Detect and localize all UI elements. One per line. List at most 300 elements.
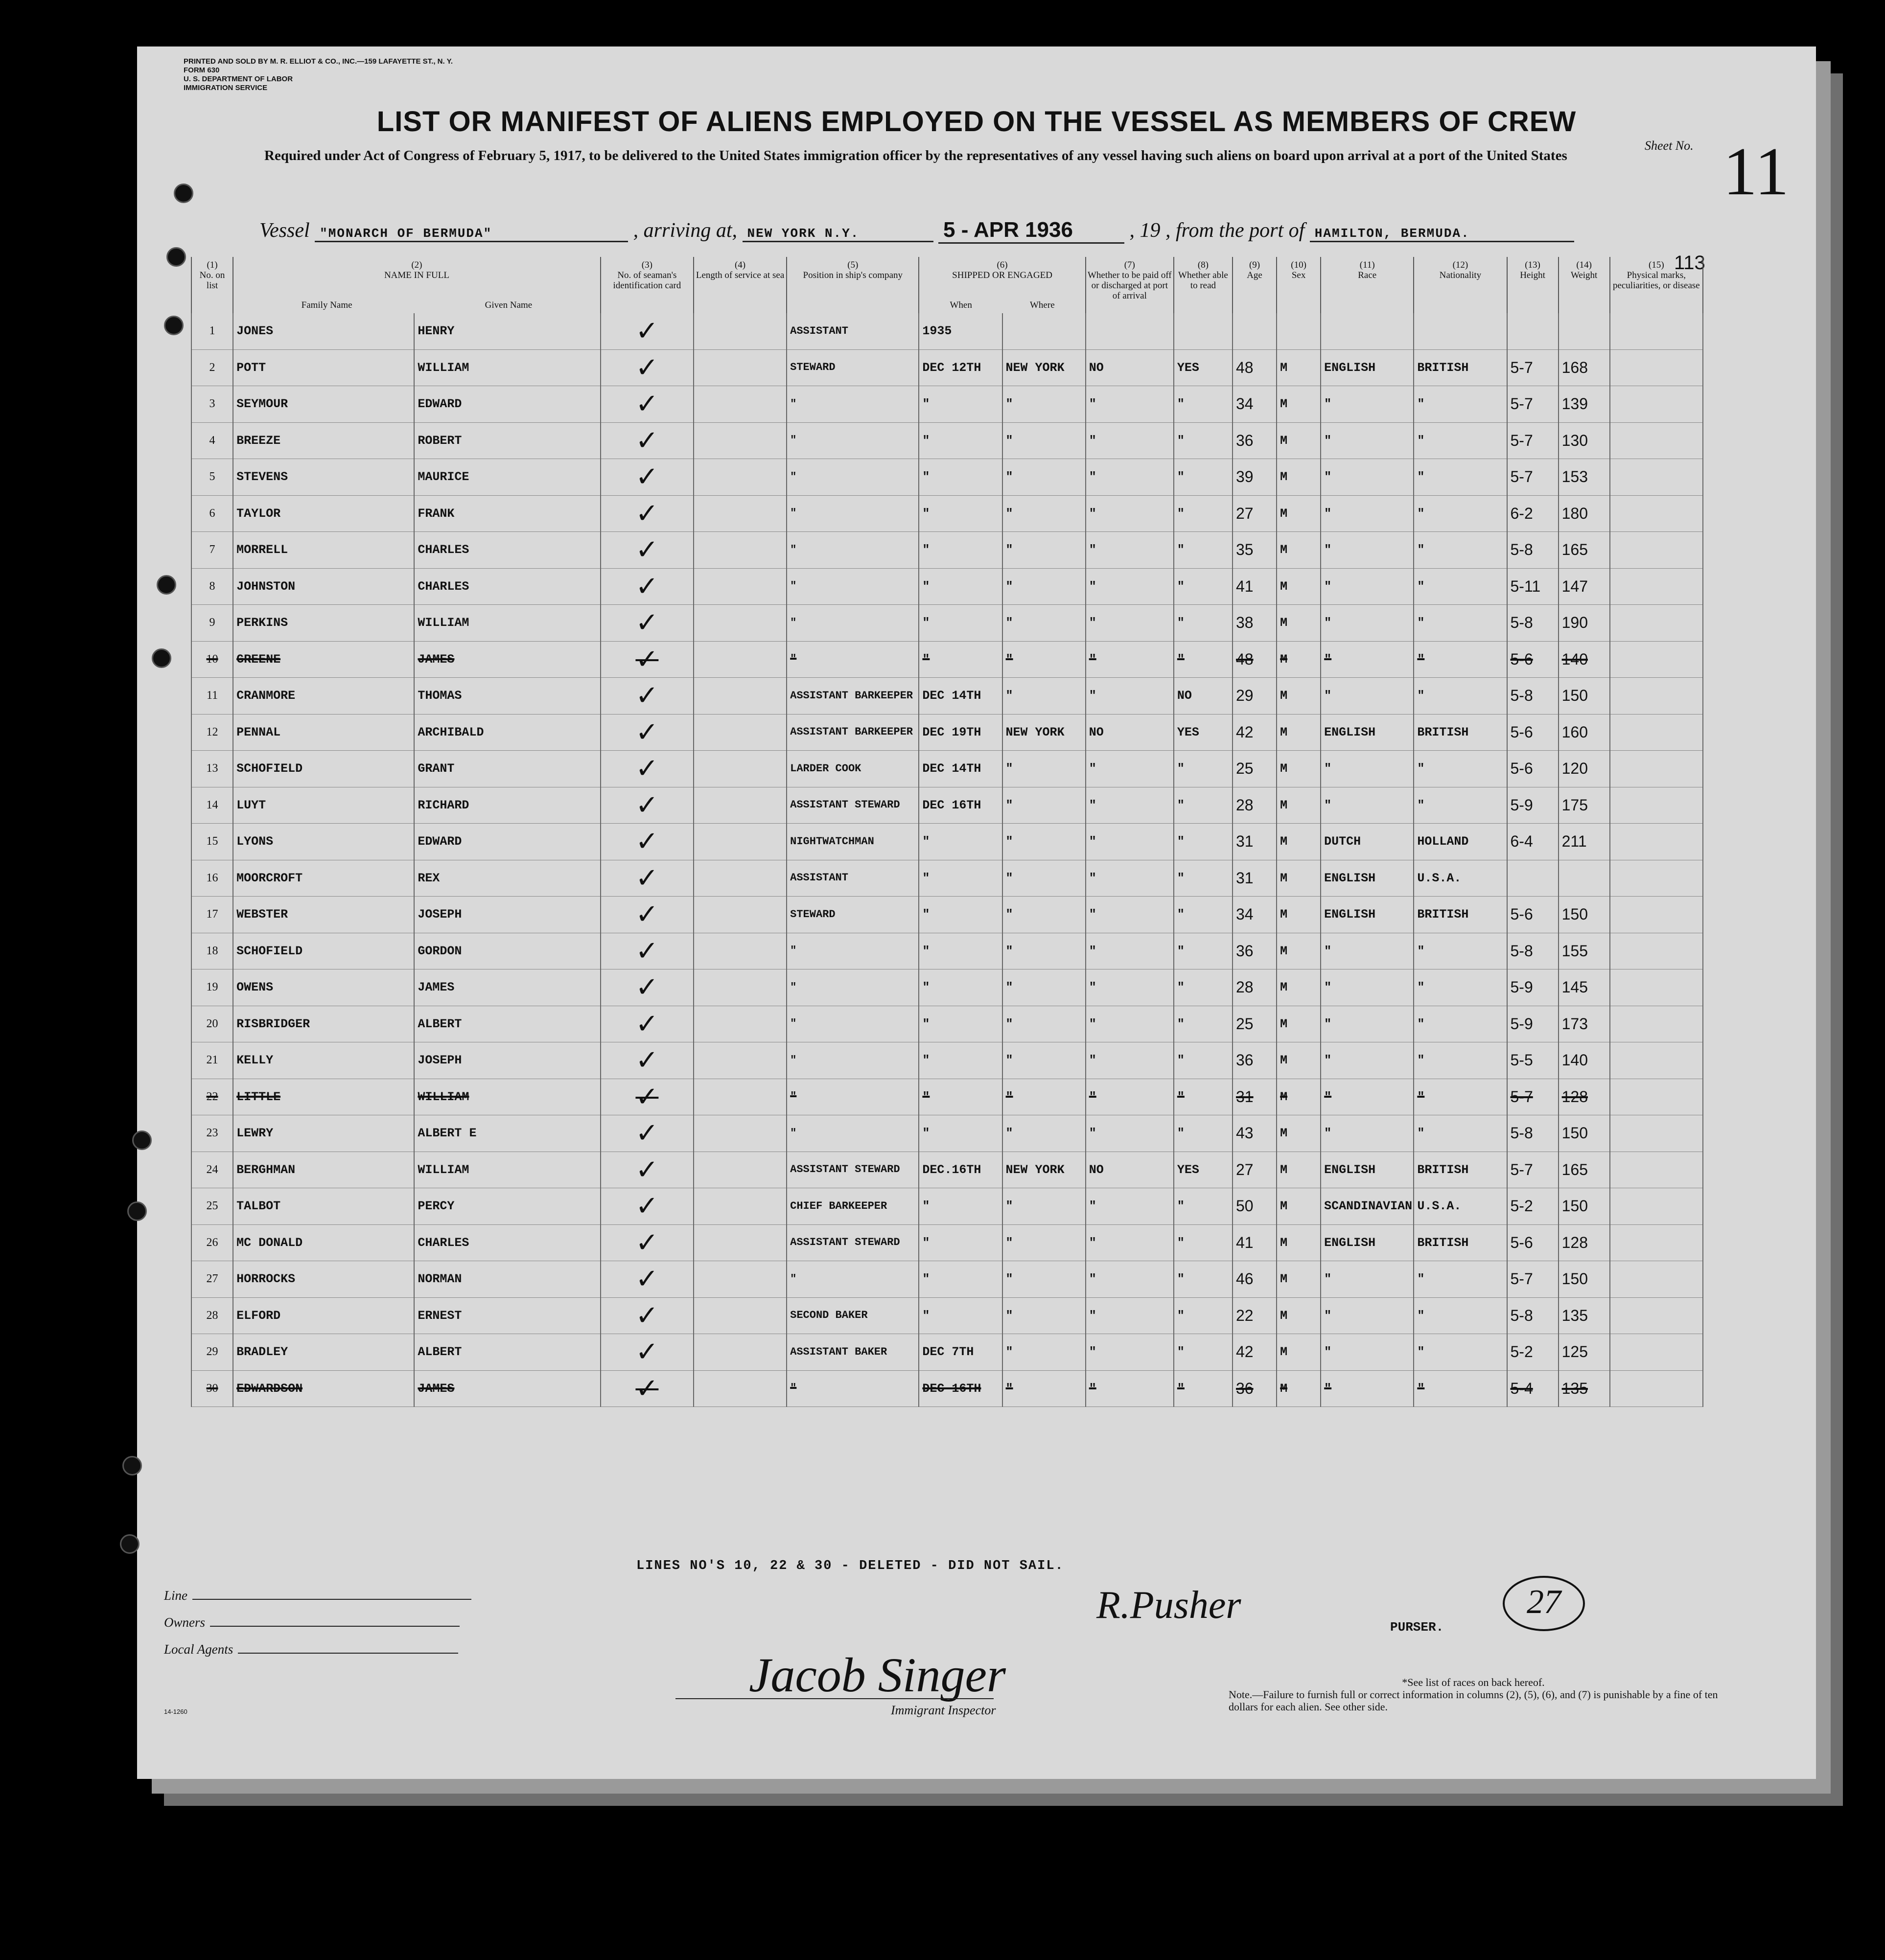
nationality-cell: " xyxy=(1414,459,1507,496)
nationality-cell: " xyxy=(1414,1115,1507,1152)
family-name-cell: BRADLEY xyxy=(233,1334,414,1371)
given-name-cell: FRANK xyxy=(414,495,600,532)
service-length-cell xyxy=(694,751,787,787)
shipped-where-cell: " xyxy=(1002,969,1086,1006)
page-subtitle: Required under Act of Congress of February 5, 1917, to be delivered to the United States immigration officer by the representatives of any vessel having such aliens on board upon arrival at a port of the United States xyxy=(264,148,1567,163)
col-header-nationality: (12) Nationality xyxy=(1414,257,1507,313)
nationality-cell: " xyxy=(1414,751,1507,787)
age-cell: 36 xyxy=(1233,1042,1277,1079)
given-name-cell: ROBERT xyxy=(414,422,600,459)
weight-cell xyxy=(1559,313,1610,349)
table-row xyxy=(191,532,1703,569)
able-to-read-cell: " xyxy=(1174,1042,1233,1079)
id-card-check-cell: ✓ xyxy=(601,714,694,751)
shipped-where-cell: NEW YORK xyxy=(1002,714,1086,751)
id-card-check-cell: ✓ xyxy=(601,1334,694,1371)
physical-marks-cell xyxy=(1610,787,1703,824)
family-name-cell: LYONS xyxy=(233,824,414,860)
weight-cell: 153 xyxy=(1559,459,1610,496)
physical-marks-cell xyxy=(1610,897,1703,933)
footnote-races: *See list of races on back hereof. xyxy=(1402,1676,1545,1688)
inspector-rule xyxy=(675,1698,994,1699)
table-row xyxy=(191,459,1703,496)
service-length-cell xyxy=(694,1188,787,1225)
shipped-when-cell: " xyxy=(919,1079,1002,1115)
table-row xyxy=(191,386,1703,423)
weight-cell: 173 xyxy=(1559,1006,1610,1042)
col-subheader-family: Family Name xyxy=(301,300,352,310)
position-cell: ASSISTANT BARKEEPER xyxy=(787,714,919,751)
position-cell: NIGHTWATCHMAN xyxy=(787,824,919,860)
sex-cell: M xyxy=(1277,897,1321,933)
age-cell: 25 xyxy=(1233,751,1277,787)
punch-hole xyxy=(174,184,193,203)
id-card-check-cell: ✓ xyxy=(601,969,694,1006)
sex-cell: M xyxy=(1277,349,1321,386)
given-name-cell: ERNEST xyxy=(414,1297,600,1334)
height-cell: 5-8 xyxy=(1507,933,1559,969)
family-name-cell: POTT xyxy=(233,349,414,386)
physical-marks-cell xyxy=(1610,1261,1703,1298)
height-cell: 6-2 xyxy=(1507,495,1559,532)
nationality-cell: BRITISH xyxy=(1414,1224,1507,1261)
weight-cell xyxy=(1559,860,1610,897)
shipped-when-cell: " xyxy=(919,1261,1002,1298)
id-card-check-cell: ✓ xyxy=(601,313,694,349)
shipped-when-cell: " xyxy=(919,860,1002,897)
table-row xyxy=(191,933,1703,969)
service-length-cell xyxy=(694,386,787,423)
footnote-fine: Note.—Failure to furnish full or correct information in columns (2), (5), (6), and (7) is punishable by a fine of ten dollars for each alien. See other side. xyxy=(1229,1688,1718,1713)
id-card-check-cell: ✓ xyxy=(601,568,694,605)
race-cell: DUTCH xyxy=(1321,824,1414,860)
physical-marks-cell xyxy=(1610,568,1703,605)
height-cell: 5-7 xyxy=(1507,349,1559,386)
family-name-cell: LUYT xyxy=(233,787,414,824)
able-to-read-cell: YES xyxy=(1174,1152,1233,1188)
table-row xyxy=(191,1334,1703,1371)
inspector-label: Immigrant Inspector xyxy=(891,1703,996,1717)
height-cell: 5-6 xyxy=(1507,897,1559,933)
position-cell: " xyxy=(787,386,919,423)
age-cell: 36 xyxy=(1233,422,1277,459)
table-row xyxy=(191,1261,1703,1298)
table-row xyxy=(191,1152,1703,1188)
family-name-cell: WEBSTER xyxy=(233,897,414,933)
paid-off-cell: NO xyxy=(1086,1152,1174,1188)
manifest-sheet xyxy=(137,46,1816,1779)
physical-marks-cell xyxy=(1610,422,1703,459)
weight-cell: 130 xyxy=(1559,422,1610,459)
purser-label: PURSER. xyxy=(1390,1620,1444,1635)
race-cell: ENGLISH xyxy=(1321,714,1414,751)
physical-marks-cell xyxy=(1610,1152,1703,1188)
paid-off-cell: " xyxy=(1086,605,1174,642)
height-cell: 5-8 xyxy=(1507,605,1559,642)
table-row xyxy=(191,1224,1703,1261)
shipped-when-cell: DEC 16TH xyxy=(919,787,1002,824)
row-number-cell: 5 xyxy=(191,459,233,496)
position-cell: ASSISTANT BARKEEPER xyxy=(787,678,919,715)
service-length-cell xyxy=(694,1334,787,1371)
punch-hole xyxy=(152,648,171,668)
sex-cell: M xyxy=(1277,1370,1321,1407)
purser-signature: R.Pusher xyxy=(1096,1584,1241,1627)
table-row xyxy=(191,422,1703,459)
sex-cell: M xyxy=(1277,495,1321,532)
shipped-when-cell: " xyxy=(919,495,1002,532)
race-cell: " xyxy=(1321,386,1414,423)
shipped-where-cell: " xyxy=(1002,386,1086,423)
physical-marks-cell xyxy=(1610,495,1703,532)
paid-off-cell: " xyxy=(1086,1079,1174,1115)
physical-marks-cell xyxy=(1610,714,1703,751)
given-name-cell: WILLIAM xyxy=(414,1079,600,1115)
shipped-where-cell: " xyxy=(1002,933,1086,969)
row-number-cell: 16 xyxy=(191,860,233,897)
nationality-cell: " xyxy=(1414,1006,1507,1042)
paid-off-cell: NO xyxy=(1086,714,1174,751)
race-cell: ENGLISH xyxy=(1321,860,1414,897)
id-card-check-cell: ✓ xyxy=(601,1006,694,1042)
shipped-when-cell: " xyxy=(919,641,1002,678)
shipped-where-cell: " xyxy=(1002,678,1086,715)
paid-off-cell: " xyxy=(1086,751,1174,787)
age-cell: 41 xyxy=(1233,1224,1277,1261)
family-name-cell: STEVENS xyxy=(233,459,414,496)
sex-cell: M xyxy=(1277,1188,1321,1225)
shipped-where-cell: " xyxy=(1002,1261,1086,1298)
family-name-cell: LITTLE xyxy=(233,1079,414,1115)
sex-cell: M xyxy=(1277,1042,1321,1079)
age-cell: 29 xyxy=(1233,678,1277,715)
service-length-cell xyxy=(694,1042,787,1079)
height-cell: 5-8 xyxy=(1507,532,1559,569)
age-cell: 27 xyxy=(1233,495,1277,532)
physical-marks-cell xyxy=(1610,386,1703,423)
id-card-check-cell: ✓ xyxy=(601,605,694,642)
age-cell: 41 xyxy=(1233,568,1277,605)
paid-off-cell: " xyxy=(1086,678,1174,715)
height-cell: 5-7 xyxy=(1507,1079,1559,1115)
able-to-read-cell: " xyxy=(1174,1188,1233,1225)
shipped-where-cell: " xyxy=(1002,751,1086,787)
id-card-check-cell: ✓ xyxy=(601,1152,694,1188)
nationality-cell: " xyxy=(1414,678,1507,715)
family-name-cell: JONES xyxy=(233,313,414,349)
able-to-read-cell: " xyxy=(1174,1370,1233,1407)
nationality-cell: " xyxy=(1414,1261,1507,1298)
position-cell: " xyxy=(787,1006,919,1042)
age-cell xyxy=(1233,313,1277,349)
age-cell: 50 xyxy=(1233,1188,1277,1225)
id-card-check-cell: ✓ xyxy=(601,495,694,532)
position-cell: " xyxy=(787,422,919,459)
given-name-cell: JAMES xyxy=(414,969,600,1006)
family-name-cell: RISBRIDGER xyxy=(233,1006,414,1042)
row-number-cell: 2 xyxy=(191,349,233,386)
crew-rows xyxy=(191,313,1703,1407)
weight-cell: 150 xyxy=(1559,678,1610,715)
col-subheader-when: When xyxy=(950,300,972,310)
family-name-cell: HORROCKS xyxy=(233,1261,414,1298)
given-name-cell: GORDON xyxy=(414,933,600,969)
race-cell: " xyxy=(1321,532,1414,569)
family-name-cell: LEWRY xyxy=(233,1115,414,1152)
height-cell: 5-7 xyxy=(1507,386,1559,423)
col-header-no: (1) No. on list xyxy=(191,257,233,313)
height-cell: 5-4 xyxy=(1507,1370,1559,1407)
able-to-read-cell: " xyxy=(1174,459,1233,496)
height-cell xyxy=(1507,860,1559,897)
service-length-cell xyxy=(694,969,787,1006)
race-cell: " xyxy=(1321,969,1414,1006)
col-header-sex: (10) Sex xyxy=(1277,257,1321,313)
able-to-read-cell: " xyxy=(1174,897,1233,933)
shipped-when-cell: DEC 14TH xyxy=(919,678,1002,715)
from-label: , from the port of xyxy=(1165,219,1305,242)
row-number-cell: 27 xyxy=(191,1261,233,1298)
position-cell: " xyxy=(787,1115,919,1152)
shipped-when-cell: " xyxy=(919,568,1002,605)
sex-cell: M xyxy=(1277,386,1321,423)
position-cell: ASSISTANT STEWARD xyxy=(787,1152,919,1188)
nationality-cell: BRITISH xyxy=(1414,1152,1507,1188)
paid-off-cell: " xyxy=(1086,641,1174,678)
given-name-cell: ARCHIBALD xyxy=(414,714,600,751)
weight-cell: 139 xyxy=(1559,386,1610,423)
printer-line: FORM 630 xyxy=(184,66,220,74)
shipped-when-cell: 1935 xyxy=(919,313,1002,349)
sex-cell: M xyxy=(1277,714,1321,751)
able-to-read-cell: " xyxy=(1174,969,1233,1006)
service-length-cell xyxy=(694,422,787,459)
shipped-when-cell: " xyxy=(919,422,1002,459)
given-name-cell: MAURICE xyxy=(414,459,600,496)
sex-cell: M xyxy=(1277,459,1321,496)
physical-marks-cell xyxy=(1610,1188,1703,1225)
family-name-cell: GREENE xyxy=(233,641,414,678)
id-card-check-cell: ✓ xyxy=(601,787,694,824)
page-title: LIST OR MANIFEST OF ALIENS EMPLOYED ON THE VESSEL AS MEMBERS OF CREW xyxy=(376,106,1577,138)
age-cell: 42 xyxy=(1233,1334,1277,1371)
race-cell: ENGLISH xyxy=(1321,349,1414,386)
able-to-read-cell: YES xyxy=(1174,349,1233,386)
nationality-cell: " xyxy=(1414,1370,1507,1407)
shipped-when-cell: " xyxy=(919,933,1002,969)
age-cell: 28 xyxy=(1233,787,1277,824)
paid-off-cell: " xyxy=(1086,1042,1174,1079)
family-name-cell: MOORCROFT xyxy=(233,860,414,897)
table-row xyxy=(191,860,1703,897)
height-cell: 5-2 xyxy=(1507,1188,1559,1225)
race-cell: ENGLISH xyxy=(1321,1152,1414,1188)
row-number-cell: 3 xyxy=(191,386,233,423)
table-row xyxy=(191,787,1703,824)
row-number-cell: 12 xyxy=(191,714,233,751)
table-row xyxy=(191,969,1703,1006)
able-to-read-cell: " xyxy=(1174,751,1233,787)
shipped-when-cell: " xyxy=(919,1188,1002,1225)
height-cell: 5-7 xyxy=(1507,1152,1559,1188)
race-cell: " xyxy=(1321,1370,1414,1407)
sex-cell: M xyxy=(1277,1006,1321,1042)
col-header-height: (13) Height xyxy=(1507,257,1559,313)
weight-cell: 211 xyxy=(1559,824,1610,860)
weight-cell: 165 xyxy=(1559,532,1610,569)
paid-off-cell: " xyxy=(1086,1224,1174,1261)
family-name-cell: SCHOFIELD xyxy=(233,933,414,969)
age-cell: 31 xyxy=(1233,824,1277,860)
col-header-service: (4) Length of service at sea xyxy=(694,257,787,313)
line-field xyxy=(164,1588,471,1603)
table-row xyxy=(191,1188,1703,1225)
height-cell: 5-5 xyxy=(1507,1042,1559,1079)
paid-off-cell xyxy=(1086,313,1174,349)
id-card-check-cell: ✓ xyxy=(601,933,694,969)
able-to-read-cell: " xyxy=(1174,824,1233,860)
physical-marks-cell xyxy=(1610,349,1703,386)
table-row xyxy=(191,1370,1703,1407)
nationality-cell xyxy=(1414,313,1507,349)
given-name-cell: GRANT xyxy=(414,751,600,787)
row-number-cell: 10 xyxy=(191,641,233,678)
service-length-cell xyxy=(694,1006,787,1042)
table-row xyxy=(191,1006,1703,1042)
age-cell: 36 xyxy=(1233,933,1277,969)
given-name-cell: CHARLES xyxy=(414,532,600,569)
paid-off-cell: " xyxy=(1086,1370,1174,1407)
nationality-cell: " xyxy=(1414,969,1507,1006)
height-cell: 5-6 xyxy=(1507,1224,1559,1261)
paid-off-cell: " xyxy=(1086,568,1174,605)
position-cell: SECOND BAKER xyxy=(787,1297,919,1334)
id-card-check-cell: ✓ xyxy=(601,422,694,459)
able-to-read-cell: " xyxy=(1174,386,1233,423)
position-cell: " xyxy=(787,1370,919,1407)
weight-cell: 150 xyxy=(1559,897,1610,933)
sex-cell: M xyxy=(1277,787,1321,824)
row-number-cell: 29 xyxy=(191,1334,233,1371)
shipped-where-cell: " xyxy=(1002,641,1086,678)
shipped-where-cell: " xyxy=(1002,568,1086,605)
id-card-check-cell: ✓ xyxy=(601,751,694,787)
row-number-cell: 17 xyxy=(191,897,233,933)
position-cell: STEWARD xyxy=(787,897,919,933)
race-cell: " xyxy=(1321,787,1414,824)
row-number-cell: 23 xyxy=(191,1115,233,1152)
sex-cell: M xyxy=(1277,641,1321,678)
position-cell: CHIEF BARKEEPER xyxy=(787,1188,919,1225)
weight-cell: 155 xyxy=(1559,933,1610,969)
shipped-when-cell: " xyxy=(919,459,1002,496)
id-card-check-cell: ✓ xyxy=(601,1188,694,1225)
col-header-paid-off: (7) Whether to be paid off or discharged at port of arrival xyxy=(1086,257,1174,313)
age-cell: 42 xyxy=(1233,714,1277,751)
from-port: HAMILTON, BERMUDA. xyxy=(1310,226,1574,242)
height-cell: 5-7 xyxy=(1507,1261,1559,1298)
race-cell: " xyxy=(1321,933,1414,969)
weight-cell: 150 xyxy=(1559,1115,1610,1152)
position-cell: ASSISTANT BAKER xyxy=(787,1334,919,1371)
service-length-cell xyxy=(694,678,787,715)
family-name-cell: PERKINS xyxy=(233,605,414,642)
table-row xyxy=(191,678,1703,715)
col-header-name: (2) NAME IN FULL Family Name Given Name xyxy=(233,257,601,313)
physical-marks-cell xyxy=(1610,605,1703,642)
race-cell: " xyxy=(1321,1297,1414,1334)
sex-cell: M xyxy=(1277,422,1321,459)
given-name-cell: ALBERT xyxy=(414,1334,600,1371)
position-cell: " xyxy=(787,641,919,678)
shipped-where-cell: " xyxy=(1002,1006,1086,1042)
service-length-cell xyxy=(694,495,787,532)
physical-marks-cell xyxy=(1610,824,1703,860)
family-name-cell: EDWARDSON xyxy=(233,1370,414,1407)
height-cell: 5-8 xyxy=(1507,1297,1559,1334)
sex-cell: M xyxy=(1277,1297,1321,1334)
family-name-cell: SCHOFIELD xyxy=(233,751,414,787)
race-cell: ENGLISH xyxy=(1321,1224,1414,1261)
id-card-check-cell: ✓ xyxy=(601,678,694,715)
sex-cell: M xyxy=(1277,751,1321,787)
circled-number: 27 xyxy=(1503,1576,1585,1631)
able-to-read-cell: " xyxy=(1174,1297,1233,1334)
weight-cell: 120 xyxy=(1559,751,1610,787)
shipped-where-cell: " xyxy=(1002,459,1086,496)
service-length-cell xyxy=(694,824,787,860)
able-to-read-cell xyxy=(1174,313,1233,349)
position-cell: " xyxy=(787,1079,919,1115)
id-card-check-cell: ✓ xyxy=(601,1224,694,1261)
vessel-name: "MONARCH OF BERMUDA" xyxy=(315,226,628,242)
arriving-label: , arriving at, xyxy=(633,219,737,242)
shipped-where-cell: " xyxy=(1002,495,1086,532)
nationality-cell: " xyxy=(1414,1297,1507,1334)
paid-off-cell: " xyxy=(1086,532,1174,569)
sex-cell xyxy=(1277,313,1321,349)
shipped-when-cell: " xyxy=(919,1224,1002,1261)
owners-field xyxy=(164,1615,460,1630)
shipped-where-cell: " xyxy=(1002,897,1086,933)
family-name-cell: TALBOT xyxy=(233,1188,414,1225)
table-row xyxy=(191,824,1703,860)
race-cell: " xyxy=(1321,1334,1414,1371)
punch-hole xyxy=(132,1130,152,1150)
shipped-when-cell: " xyxy=(919,1042,1002,1079)
paid-off-cell: " xyxy=(1086,1261,1174,1298)
row-number-cell: 4 xyxy=(191,422,233,459)
physical-marks-cell xyxy=(1610,751,1703,787)
position-cell: " xyxy=(787,605,919,642)
shipped-when-cell: " xyxy=(919,1297,1002,1334)
table-row xyxy=(191,1297,1703,1334)
service-length-cell xyxy=(694,933,787,969)
able-to-read-cell: " xyxy=(1174,933,1233,969)
physical-marks-cell xyxy=(1610,1334,1703,1371)
paid-off-cell: " xyxy=(1086,422,1174,459)
table-row xyxy=(191,751,1703,787)
sex-cell: M xyxy=(1277,860,1321,897)
family-name-cell: SEYMOUR xyxy=(233,386,414,423)
age-cell: 31 xyxy=(1233,1079,1277,1115)
sex-cell: M xyxy=(1277,1115,1321,1152)
weight-cell: 190 xyxy=(1559,605,1610,642)
paid-off-cell: " xyxy=(1086,933,1174,969)
position-cell: " xyxy=(787,568,919,605)
physical-marks-cell xyxy=(1610,1224,1703,1261)
position-cell: " xyxy=(787,969,919,1006)
